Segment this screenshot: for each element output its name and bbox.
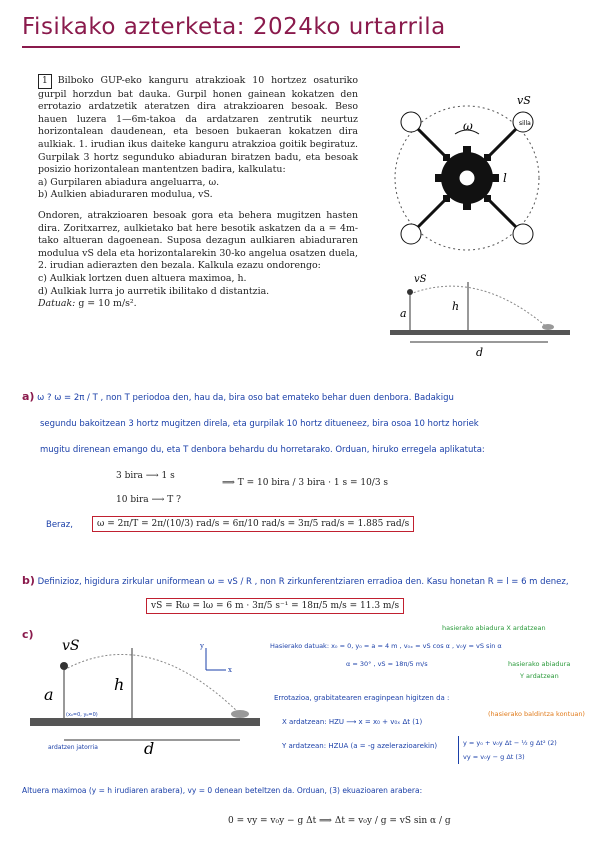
data-value: g = 10 m/s². <box>78 298 137 310</box>
y-eq-2: vy = v₀y − g Δt (3) <box>463 753 525 761</box>
fig-c-vs: vS <box>62 638 80 654</box>
rule-line-1: 3 bira ⟶ 1 s <box>116 471 175 481</box>
y-eq-1: y = y₀ + v₀y Δt − ½ g Δt² (2) <box>463 739 557 747</box>
rule-line-2: 10 bira ⟶ T ? <box>116 495 181 505</box>
note-y-1: hasierako abiadura <box>508 660 571 668</box>
item-c: c) Aulkiak lortzen duen altuera maximoa, h. <box>38 272 247 284</box>
answer-b-final: vS = Rω = lω = 6 m · 3π/5 s⁻¹ = 18π/5 m/s = 11.3 m/s <box>146 598 404 614</box>
axis-center <box>459 170 475 186</box>
figure-2-side-view <box>388 272 573 362</box>
alpha-vs: α = 30° , vS = 18π/5 m/s <box>346 660 428 668</box>
answer-a-text-1: ω ? ω = 2π / T , non T periodoa den, hau da, bira oso bat emateko behar duen denbora. Badakigu <box>37 393 454 403</box>
fig-c-h: h <box>114 675 125 694</box>
trajectory <box>410 286 548 328</box>
x-axis-eq: X ardatzean: HZU ⟶ x = x₀ + v₀ₓ Δt (1) <box>282 718 423 726</box>
seat-3 <box>401 224 421 244</box>
l-label: l <box>503 171 507 185</box>
seat-start <box>407 289 413 295</box>
answer-b <box>22 574 582 587</box>
seat-4 <box>513 224 533 244</box>
problem-statement <box>38 74 358 311</box>
problem-paragraph-2: Ondoren, atrakzioaren besoak gora eta behera mugitzen hasten dira. Zoritxarrez, aulkietako bat here besotik askatzen da a = 4m-tako altueran dagoenean. Suposa dezagun aulkiaren abiaduraren modulua vS dela eta horizontalarekin 30-ko angelua osatzen duela, 2. irudian adierazten den bezala. Kalkula ezazu ondorengo: <box>38 209 358 272</box>
rule-of-three <box>116 464 181 512</box>
axis-x-label: x <box>228 666 232 674</box>
seat-label: silla <box>519 120 531 127</box>
ground-c <box>30 718 260 726</box>
max-height-eq: 0 = vy = v₀y − g Δt ⟹ Δt = v₀y / g = vS sin α / g <box>228 816 451 826</box>
initial-data: Hasierako datuak: x₀ = 0, y₀ = a = 4 m , v₀ₓ = vS cos α , v₀y = vS sin α <box>270 642 502 650</box>
d-label: d <box>476 346 484 359</box>
seat-start-c <box>60 662 68 670</box>
y-equations <box>458 736 557 764</box>
problem-paragraph-1: Bilboko GUP-eko kanguru atrakzioak 10 hortzez osaturiko gurpil horzdun bat dauka. Gurpil honen gainean kokatzen den errotazio ardatzetik ateratzen dira atrakzioaren besoak. Beso hauen luzera 1—6m-takoa da ardatzaren zentrutik neurtuz horizontalean daudenean, eta besoen bukaeran kokatzen dira aulkiak. 1. irudian ikus daiteke kanguru atrakzioa goitik begiratuz. Gurpilak 3 hortz segunduko abiaduran biratzen badu, eta besoak posizio horizontalean mantentzen badira, kalkulatu: <box>38 75 358 176</box>
ground-label: ardatzen jatorria <box>48 744 98 751</box>
data-label: Datuak: <box>38 298 76 310</box>
ground <box>390 330 570 335</box>
h-label: h <box>452 300 460 313</box>
answer-a-text-3: mugitu direnean emango du, eta T denbora behardu du horretarako. Orduan, hiruko erregela aplikatuta: <box>40 445 485 455</box>
max-height-text: Altuera maximoa (y = h irudiaren arabera), vy = 0 denean beteltzen da. Orduan, (3) ekuazioaren arabera: <box>22 786 423 795</box>
answer-c-label: c) <box>22 628 34 641</box>
answer-b-text: Definizioz, higidura zirkular uniformean ω = vS / R , non R zirkunferentziaren erradioa den. Kasu honetan R = l = 6 m denez, <box>37 577 569 587</box>
trajectory-c <box>64 654 240 714</box>
fig-c-a: a <box>44 685 54 704</box>
answer-a-text-2: segundu bakoitzean 3 hortz mugitzen direla, eta gurpilak 10 hortz ditueneez, bira osoa 10 hortz horiek <box>40 419 479 429</box>
vs-label-2: vS <box>414 274 427 285</box>
item-d: d) Aulkiak lurra jo aurretik ibilitako d distantzia. <box>38 285 270 297</box>
answer-a <box>22 384 582 463</box>
note-orange: (hasierako baldintza kontuan) <box>488 710 585 718</box>
answer-a-label: a) <box>22 390 35 403</box>
item-a: a) Gurpilaren abiadura angeluarra, ω. <box>38 176 220 188</box>
rule-result: ⟹ T = 10 bira / 3 bira · 1 s = 10/3 s <box>222 478 389 488</box>
fig-c-d: d <box>144 739 155 754</box>
seat-landing <box>542 324 554 330</box>
omega-label: ω <box>463 119 473 133</box>
title-underline <box>22 46 460 48</box>
problem-number: 1 <box>38 74 52 89</box>
page-title: Fisikako azterketa: 2024ko urtarrila <box>22 14 446 40</box>
y-axis-label: Y ardatzean: HZUA (a = -g azelerazioarekin) <box>282 742 438 750</box>
figure-c <box>28 634 264 754</box>
vs-label: vS <box>517 94 531 107</box>
item-b: b) Aulkien abiaduraren modulua, vS. <box>38 189 213 201</box>
note-x: hasierako abiadura X ardatzean <box>442 624 546 632</box>
answer-a-final: ω = 2π/T = 2π/(10/3) rad/s = 6π/10 rad/s = 3π/5 rad/s = 1.885 rad/s <box>92 516 414 532</box>
beraz-label: Beraz, <box>46 520 73 530</box>
note-y-2: Y ardatzean <box>520 672 559 680</box>
figure-1-top-view <box>375 86 575 256</box>
a-label: a <box>400 307 407 320</box>
answer-b-label: b) <box>22 574 35 587</box>
fig-c-origin: (x₀=0, y₀=0) <box>66 712 98 718</box>
axis-y-label: y <box>200 642 204 650</box>
movement-text: Errotazioa, grabitatearen eraginpean higitzen da : <box>274 694 450 702</box>
seat-landing-c <box>231 710 249 718</box>
seat-1 <box>401 112 421 132</box>
